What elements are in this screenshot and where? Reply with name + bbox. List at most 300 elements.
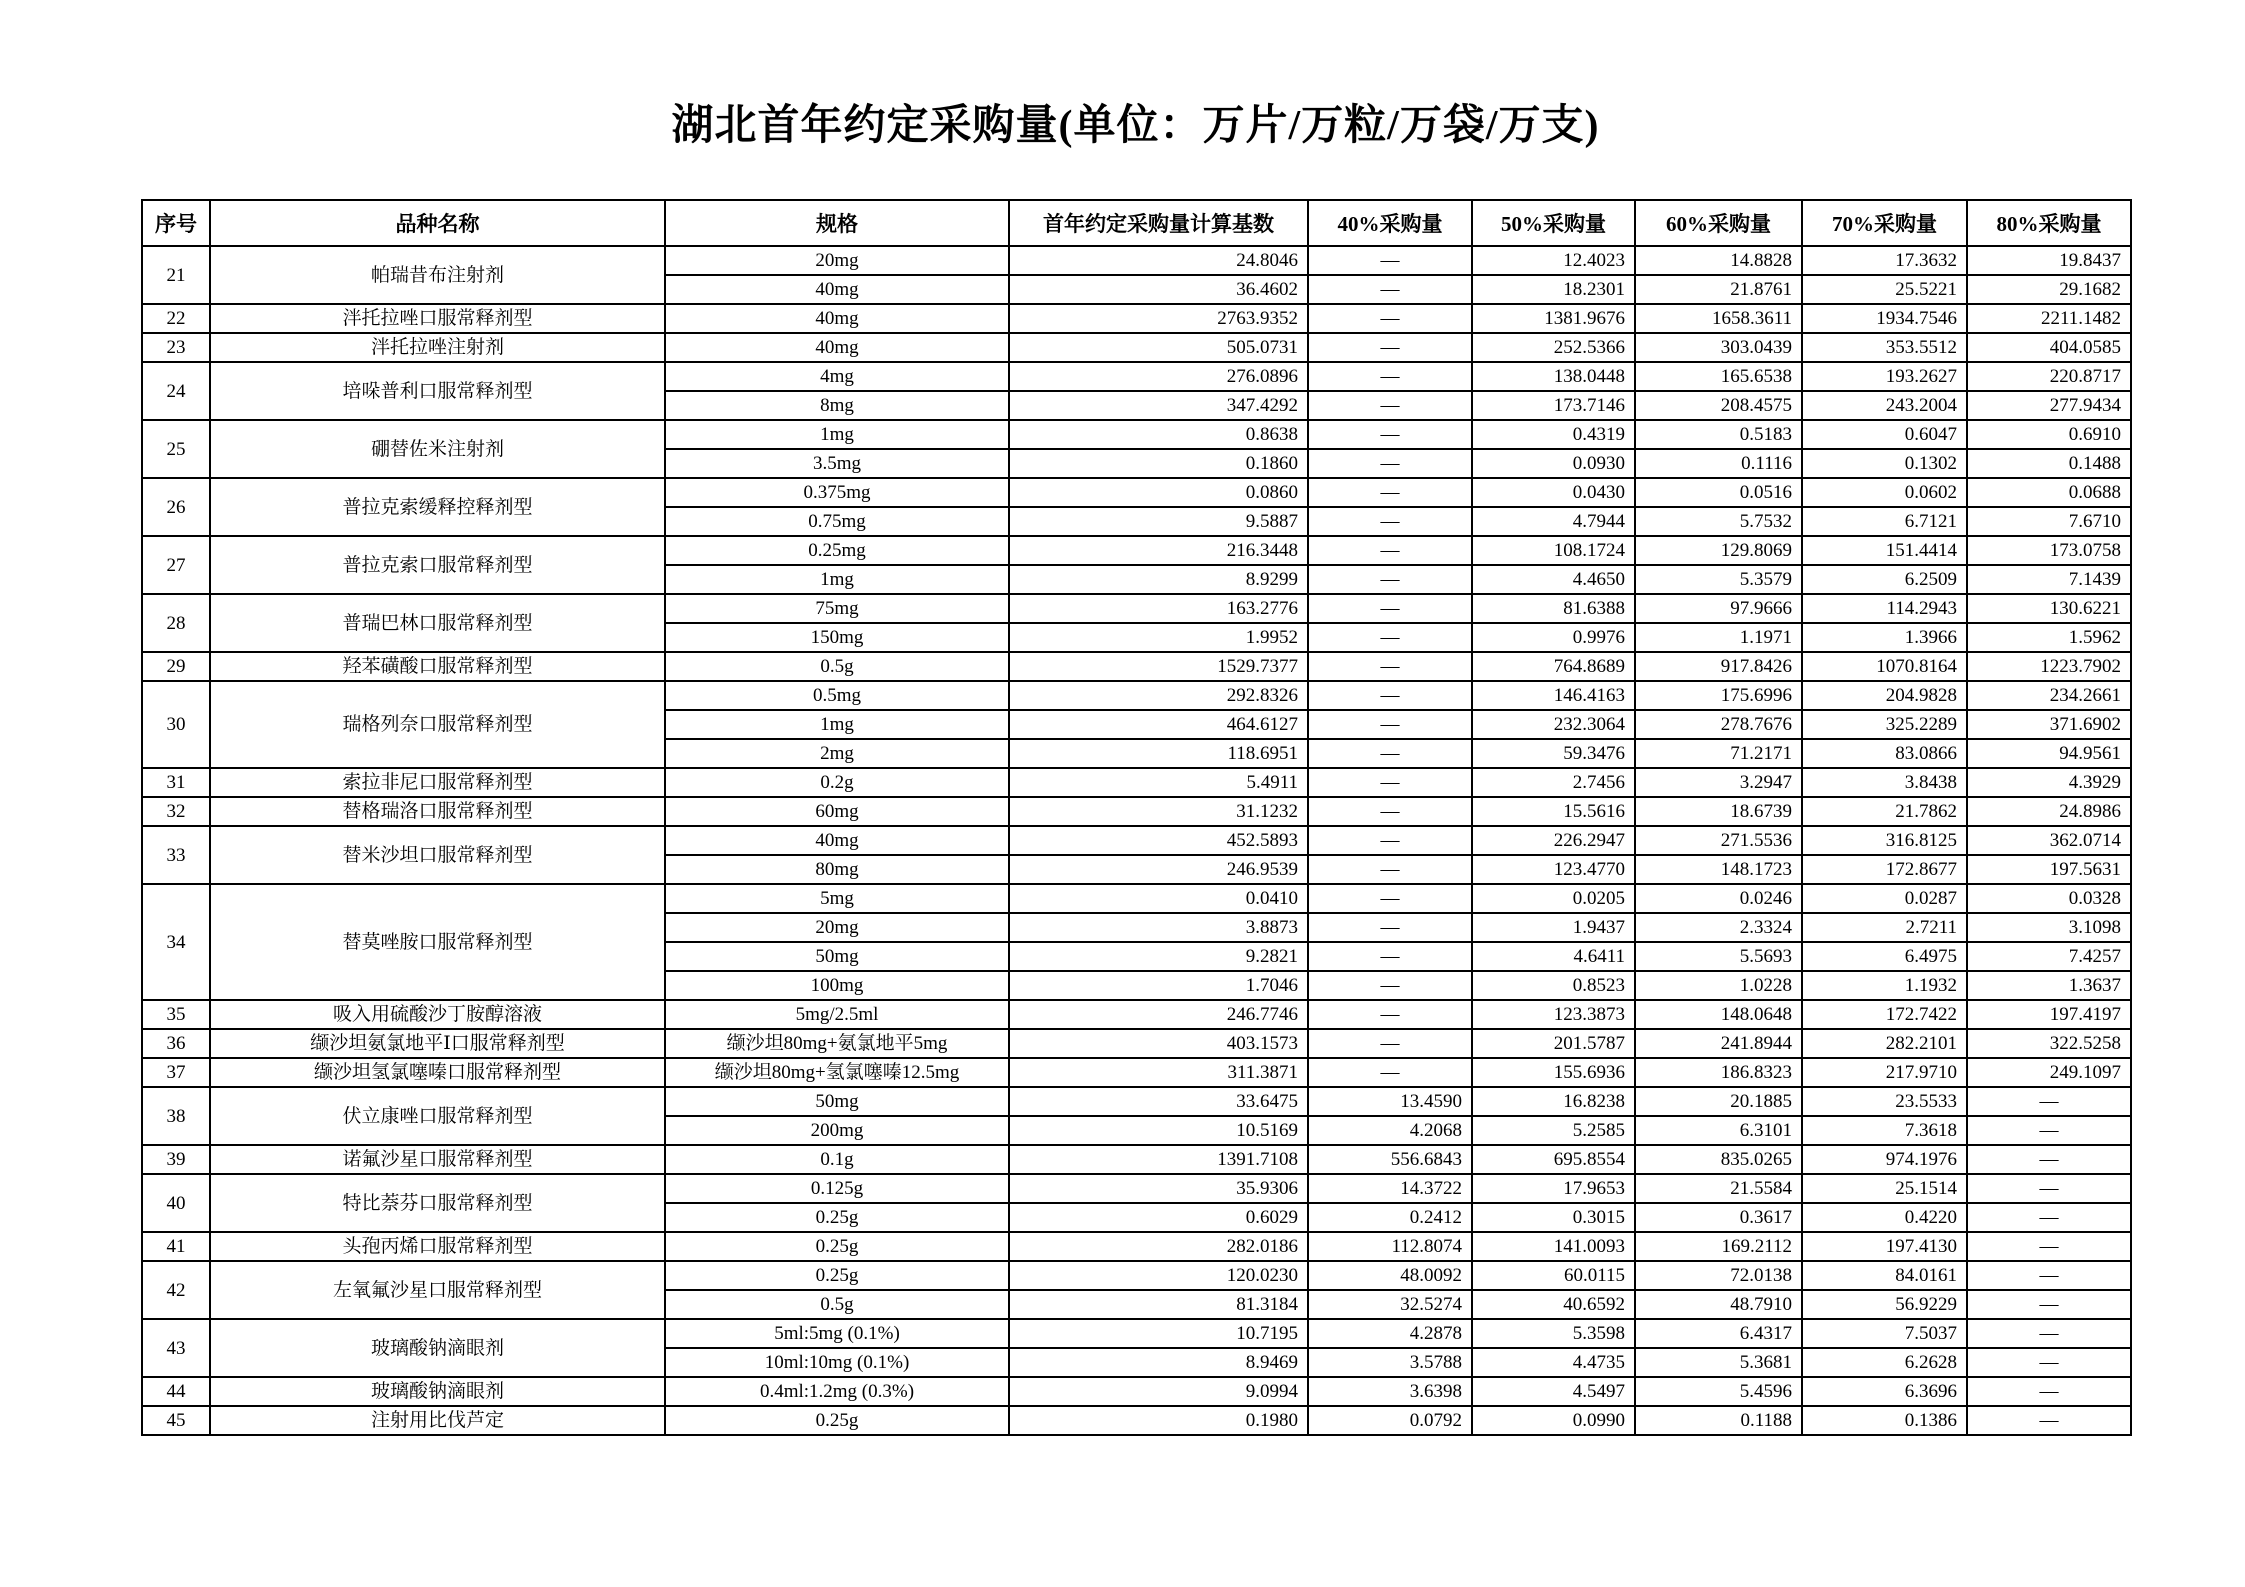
product-name-cell: 替格瑞洛口服常释剂型 [210,797,665,826]
pct50-cell: 16.8238 [1472,1087,1635,1116]
pct60-cell: 48.7910 [1635,1290,1802,1319]
pct70-cell: 6.3696 [1802,1377,1967,1406]
pct60-cell: 5.3681 [1635,1348,1802,1377]
pct80-cell: 19.8437 [1967,246,2131,275]
serial-number-cell: 37 [142,1058,210,1087]
serial-number-cell: 22 [142,304,210,333]
spec-cell: 0.25g [665,1406,1009,1435]
pct60-cell: 0.0246 [1635,884,1802,913]
pct70-cell: 1.3966 [1802,623,1967,652]
base-value-cell: 118.6951 [1009,739,1308,768]
pct70-cell: 0.1386 [1802,1406,1967,1435]
serial-number-cell: 23 [142,333,210,362]
pct80-cell: 1223.7902 [1967,652,2131,681]
pct40-cell: — [1308,275,1472,304]
spec-cell: 5ml:5mg (0.1%) [665,1319,1009,1348]
pct40-cell: — [1308,1058,1472,1087]
column-header-6: 60%采购量 [1635,200,1802,246]
pct60-cell: 148.1723 [1635,855,1802,884]
column-header-2: 规格 [665,200,1009,246]
spec-cell: 缬沙坦80mg+氨氯地平5mg [665,1029,1009,1058]
pct70-cell: 0.6047 [1802,420,1967,449]
table-row [142,1232,2131,1261]
pct40-cell: — [1308,391,1472,420]
spec-cell: 0.25g [665,1261,1009,1290]
pct50-cell: 4.6411 [1472,942,1635,971]
pct40-cell: 112.8074 [1308,1232,1472,1261]
serial-number-cell: 36 [142,1029,210,1058]
table-row [142,478,2131,507]
pct80-cell: 173.0758 [1967,536,2131,565]
serial-number-cell: 30 [142,681,210,768]
pct50-cell: 81.6388 [1472,594,1635,623]
pct60-cell: 271.5536 [1635,826,1802,855]
base-value-cell: 282.0186 [1009,1232,1308,1261]
serial-number-cell: 25 [142,420,210,478]
pct80-cell: 1.5962 [1967,623,2131,652]
pct60-cell: 72.0138 [1635,1261,1802,1290]
serial-number-cell: 39 [142,1145,210,1174]
pct60-cell: 71.2171 [1635,739,1802,768]
pct70-cell: 25.5221 [1802,275,1967,304]
pct60-cell: 0.5183 [1635,420,1802,449]
spec-cell: 60mg [665,797,1009,826]
spec-cell: 1mg [665,420,1009,449]
pct60-cell: 175.6996 [1635,681,1802,710]
base-value-cell: 1391.7108 [1009,1145,1308,1174]
spec-cell: 0.375mg [665,478,1009,507]
pct60-cell: 6.4317 [1635,1319,1802,1348]
serial-number-cell: 28 [142,594,210,652]
pct60-cell: 129.8069 [1635,536,1802,565]
spec-cell: 0.25mg [665,536,1009,565]
pct70-cell: 151.4414 [1802,536,1967,565]
pct50-cell: 141.0093 [1472,1232,1635,1261]
spec-cell: 0.25g [665,1203,1009,1232]
base-value-cell: 3.8873 [1009,913,1308,942]
pct70-cell: 353.5512 [1802,333,1967,362]
pct50-cell: 764.8689 [1472,652,1635,681]
serial-number-cell: 40 [142,1174,210,1232]
pct40-cell: — [1308,449,1472,478]
pct60-cell: 303.0439 [1635,333,1802,362]
product-name-cell: 泮托拉唑注射剂 [210,333,665,362]
pct70-cell: 204.9828 [1802,681,1967,710]
pct40-cell: — [1308,826,1472,855]
product-name-cell: 缬沙坦氨氯地平Ⅰ口服常释剂型 [210,1029,665,1058]
spec-cell: 40mg [665,304,1009,333]
spec-cell: 5mg/2.5ml [665,1000,1009,1029]
product-name-cell: 替莫唑胺口服常释剂型 [210,884,665,1000]
pct60-cell: 835.0265 [1635,1145,1802,1174]
pct70-cell: 2.7211 [1802,913,1967,942]
table-row [142,652,2131,681]
pct40-cell: 0.0792 [1308,1406,1472,1435]
base-value-cell: 9.0994 [1009,1377,1308,1406]
product-name-cell: 泮托拉唑口服常释剂型 [210,304,665,333]
pct60-cell: 278.7676 [1635,710,1802,739]
product-name-cell: 瑞格列奈口服常释剂型 [210,681,665,768]
pct40-cell: 4.2068 [1308,1116,1472,1145]
product-name-cell: 注射用比伐芦定 [210,1406,665,1435]
product-name-cell: 吸入用硫酸沙丁胺醇溶液 [210,1000,665,1029]
page-title: 湖北首年约定采购量(单位：万片/万粒/万袋/万支) [671,103,1600,149]
spec-cell: 75mg [665,594,1009,623]
table-body [142,246,2131,1435]
base-value-cell: 216.3448 [1009,536,1308,565]
spec-cell: 40mg [665,275,1009,304]
pct80-cell: 249.1097 [1967,1058,2131,1087]
pct60-cell: 2.3324 [1635,913,1802,942]
pct50-cell: 226.2947 [1472,826,1635,855]
pct80-cell: — [1967,1348,2131,1377]
pct40-cell: — [1308,1000,1472,1029]
serial-number-cell: 35 [142,1000,210,1029]
pct60-cell: 0.1188 [1635,1406,1802,1435]
pct70-cell: 1934.7546 [1802,304,1967,333]
pct50-cell: 0.0930 [1472,449,1635,478]
pct80-cell: 322.5258 [1967,1029,2131,1058]
pct70-cell: 172.8677 [1802,855,1967,884]
spec-cell: 0.5g [665,652,1009,681]
pct50-cell: 201.5787 [1472,1029,1635,1058]
pct70-cell: 83.0866 [1802,739,1967,768]
serial-number-cell: 27 [142,536,210,594]
spec-cell: 0.5mg [665,681,1009,710]
pct50-cell: 60.0115 [1472,1261,1635,1290]
pct50-cell: 4.5497 [1472,1377,1635,1406]
pct50-cell: 59.3476 [1472,739,1635,768]
product-name-cell: 特比萘芬口服常释剂型 [210,1174,665,1232]
pct80-cell: — [1967,1116,2131,1145]
spec-cell: 0.125g [665,1174,1009,1203]
pct50-cell: 15.5616 [1472,797,1635,826]
base-value-cell: 2763.9352 [1009,304,1308,333]
base-value-cell: 0.1860 [1009,449,1308,478]
base-value-cell: 464.6127 [1009,710,1308,739]
pct60-cell: 1.0228 [1635,971,1802,1000]
pct40-cell: 14.3722 [1308,1174,1472,1203]
pct60-cell: 0.1116 [1635,449,1802,478]
pct50-cell: 695.8554 [1472,1145,1635,1174]
pct60-cell: 165.6538 [1635,362,1802,391]
pct60-cell: 5.7532 [1635,507,1802,536]
spec-cell: 0.25g [665,1232,1009,1261]
pct80-cell: 7.1439 [1967,565,2131,594]
pct50-cell: 2.7456 [1472,768,1635,797]
spec-cell: 1mg [665,565,1009,594]
pct40-cell: — [1308,739,1472,768]
base-value-cell: 9.2821 [1009,942,1308,971]
pct40-cell: — [1308,565,1472,594]
table-row [142,246,2131,275]
base-value-cell: 120.0230 [1009,1261,1308,1290]
spec-cell: 80mg [665,855,1009,884]
pct80-cell: — [1967,1087,2131,1116]
table-row [142,884,2131,913]
spec-cell: 缬沙坦80mg+氢氯噻嗪12.5mg [665,1058,1009,1087]
table-row [142,1406,2131,1435]
pct50-cell: 0.4319 [1472,420,1635,449]
pct40-cell: — [1308,681,1472,710]
product-name-cell: 培哚普利口服常释剂型 [210,362,665,420]
pct50-cell: 0.9976 [1472,623,1635,652]
product-name-cell: 玻璃酸钠滴眼剂 [210,1319,665,1377]
pct80-cell: 94.9561 [1967,739,2131,768]
pct70-cell: 6.7121 [1802,507,1967,536]
spec-cell: 1mg [665,710,1009,739]
pct40-cell: — [1308,884,1472,913]
pct70-cell: 217.9710 [1802,1058,1967,1087]
serial-number-cell: 42 [142,1261,210,1319]
table-row [142,333,2131,362]
base-value-cell: 403.1573 [1009,1029,1308,1058]
pct50-cell: 5.2585 [1472,1116,1635,1145]
header-row [142,200,2131,246]
table-row [142,768,2131,797]
pct70-cell: 325.2289 [1802,710,1967,739]
pct50-cell: 232.3064 [1472,710,1635,739]
pct40-cell: — [1308,971,1472,1000]
pct50-cell: 123.3873 [1472,1000,1635,1029]
product-name-cell: 帕瑞昔布注射剂 [210,246,665,304]
product-name-cell: 普瑞巴林口服常释剂型 [210,594,665,652]
pct80-cell: 1.3637 [1967,971,2131,1000]
spec-cell: 40mg [665,826,1009,855]
pct40-cell: — [1308,594,1472,623]
pct40-cell: — [1308,913,1472,942]
pct80-cell: 7.4257 [1967,942,2131,971]
pct70-cell: 17.3632 [1802,246,1967,275]
base-value-cell: 163.2776 [1009,594,1308,623]
pct80-cell: 362.0714 [1967,826,2131,855]
serial-number-cell: 38 [142,1087,210,1145]
spec-cell: 3.5mg [665,449,1009,478]
table-row [142,1145,2131,1174]
base-value-cell: 0.0860 [1009,478,1308,507]
pct70-cell: 193.2627 [1802,362,1967,391]
pct70-cell: 1.1932 [1802,971,1967,1000]
spec-cell: 8mg [665,391,1009,420]
spec-cell: 2mg [665,739,1009,768]
pct80-cell: 197.5631 [1967,855,2131,884]
product-name-cell: 头孢丙烯口服常释剂型 [210,1232,665,1261]
pct40-cell: — [1308,246,1472,275]
pct40-cell: 4.2878 [1308,1319,1472,1348]
pct80-cell: 4.3929 [1967,768,2131,797]
column-header-5: 50%采购量 [1472,200,1635,246]
pct70-cell: 197.4130 [1802,1232,1967,1261]
spec-cell: 50mg [665,1087,1009,1116]
serial-number-cell: 43 [142,1319,210,1377]
serial-number-cell: 44 [142,1377,210,1406]
pct40-cell: — [1308,420,1472,449]
pct40-cell: — [1308,855,1472,884]
pct70-cell: 172.7422 [1802,1000,1967,1029]
pct50-cell: 5.3598 [1472,1319,1635,1348]
column-header-1: 品种名称 [210,200,665,246]
pct70-cell: 114.2943 [1802,594,1967,623]
pct60-cell: 208.4575 [1635,391,1802,420]
pct80-cell: 371.6902 [1967,710,2131,739]
pct60-cell: 6.3101 [1635,1116,1802,1145]
pct70-cell: 6.2628 [1802,1348,1967,1377]
table-row [142,1000,2131,1029]
table-row [142,362,2131,391]
pct80-cell: — [1967,1203,2131,1232]
serial-number-cell: 29 [142,652,210,681]
product-name-cell: 羟苯磺酸口服常释剂型 [210,652,665,681]
base-value-cell: 36.4602 [1009,275,1308,304]
pct50-cell: 0.0205 [1472,884,1635,913]
product-name-cell: 替米沙坦口服常释剂型 [210,826,665,884]
pct60-cell: 169.2112 [1635,1232,1802,1261]
base-value-cell: 452.5893 [1009,826,1308,855]
pct80-cell: — [1967,1406,2131,1435]
procurement-table [141,199,2132,1436]
base-value-cell: 1.9952 [1009,623,1308,652]
spec-cell: 200mg [665,1116,1009,1145]
pct40-cell: 3.5788 [1308,1348,1472,1377]
pct80-cell: — [1967,1261,2131,1290]
spec-cell: 40mg [665,333,1009,362]
product-name-cell: 普拉克索缓释控释剂型 [210,478,665,536]
spec-cell: 0.75mg [665,507,1009,536]
base-value-cell: 0.8638 [1009,420,1308,449]
product-name-cell: 索拉非尼口服常释剂型 [210,768,665,797]
pct40-cell: — [1308,362,1472,391]
pct40-cell: — [1308,1029,1472,1058]
base-value-cell: 246.9539 [1009,855,1308,884]
serial-number-cell: 41 [142,1232,210,1261]
table-row [142,1174,2131,1203]
pct50-cell: 4.4650 [1472,565,1635,594]
pct60-cell: 0.3617 [1635,1203,1802,1232]
pct70-cell: 6.4975 [1802,942,1967,971]
pct80-cell: 29.1682 [1967,275,2131,304]
base-value-cell: 0.6029 [1009,1203,1308,1232]
pct60-cell: 5.5693 [1635,942,1802,971]
pct70-cell: 7.3618 [1802,1116,1967,1145]
base-value-cell: 9.5887 [1009,507,1308,536]
pct60-cell: 5.4596 [1635,1377,1802,1406]
pct80-cell: 0.0328 [1967,884,2131,913]
table-row [142,1087,2131,1116]
pct60-cell: 20.1885 [1635,1087,1802,1116]
table-row [142,797,2131,826]
base-value-cell: 10.7195 [1009,1319,1308,1348]
table-row [142,1377,2131,1406]
base-value-cell: 8.9469 [1009,1348,1308,1377]
table-row [142,420,2131,449]
product-name-cell: 玻璃酸钠滴眼剂 [210,1377,665,1406]
table-row [142,1029,2131,1058]
pct70-cell: 0.0602 [1802,478,1967,507]
pct80-cell: — [1967,1377,2131,1406]
pct40-cell: — [1308,710,1472,739]
serial-number-cell: 24 [142,362,210,420]
pct80-cell: — [1967,1174,2131,1203]
pct50-cell: 0.0990 [1472,1406,1635,1435]
column-header-3: 首年约定采购量计算基数 [1009,200,1308,246]
base-value-cell: 24.8046 [1009,246,1308,275]
base-value-cell: 347.4292 [1009,391,1308,420]
pct70-cell: 1070.8164 [1802,652,1967,681]
pct50-cell: 0.8523 [1472,971,1635,1000]
pct50-cell: 123.4770 [1472,855,1635,884]
pct70-cell: 0.1302 [1802,449,1967,478]
product-name-cell: 伏立康唑口服常释剂型 [210,1087,665,1145]
column-header-0: 序号 [142,200,210,246]
pct60-cell: 0.0516 [1635,478,1802,507]
serial-number-cell: 45 [142,1406,210,1435]
spec-cell: 100mg [665,971,1009,1000]
spec-cell: 150mg [665,623,1009,652]
pct50-cell: 146.4163 [1472,681,1635,710]
pct40-cell: — [1308,536,1472,565]
product-name-cell: 普拉克索口服常释剂型 [210,536,665,594]
pct70-cell: 243.2004 [1802,391,1967,420]
pct40-cell: — [1308,507,1472,536]
pct60-cell: 241.8944 [1635,1029,1802,1058]
pct70-cell: 316.8125 [1802,826,1967,855]
column-header-4: 40%采购量 [1308,200,1472,246]
base-value-cell: 81.3184 [1009,1290,1308,1319]
pct50-cell: 173.7146 [1472,391,1635,420]
pct80-cell: 0.0688 [1967,478,2131,507]
pct80-cell: — [1967,1290,2131,1319]
spec-cell: 20mg [665,246,1009,275]
spec-cell: 50mg [665,942,1009,971]
product-name-cell: 缬沙坦氢氯噻嗪口服常释剂型 [210,1058,665,1087]
table-row [142,826,2131,855]
table-row [142,304,2131,333]
pct40-cell: 32.5274 [1308,1290,1472,1319]
base-value-cell: 505.0731 [1009,333,1308,362]
pct40-cell: — [1308,797,1472,826]
pct70-cell: 3.8438 [1802,768,1967,797]
table-row [142,1058,2131,1087]
serial-number-cell: 32 [142,797,210,826]
spec-cell: 4mg [665,362,1009,391]
spec-cell: 5mg [665,884,1009,913]
pct40-cell: 0.2412 [1308,1203,1472,1232]
pct80-cell: — [1967,1232,2131,1261]
base-value-cell: 1.7046 [1009,971,1308,1000]
pct70-cell: 974.1976 [1802,1145,1967,1174]
pct40-cell: — [1308,623,1472,652]
pct40-cell: — [1308,478,1472,507]
product-name-cell: 左氧氟沙星口服常释剂型 [210,1261,665,1319]
base-value-cell: 292.8326 [1009,681,1308,710]
pct60-cell: 14.8828 [1635,246,1802,275]
pct80-cell: 0.6910 [1967,420,2131,449]
pct60-cell: 21.8761 [1635,275,1802,304]
pct60-cell: 3.2947 [1635,768,1802,797]
pct80-cell: 130.6221 [1967,594,2131,623]
base-value-cell: 35.9306 [1009,1174,1308,1203]
pct60-cell: 917.8426 [1635,652,1802,681]
pct80-cell: — [1967,1145,2131,1174]
product-name-cell: 诺氟沙星口服常释剂型 [210,1145,665,1174]
table-header-row [142,200,2131,246]
pct40-cell: — [1308,333,1472,362]
base-value-cell: 276.0896 [1009,362,1308,391]
base-value-cell: 5.4911 [1009,768,1308,797]
pct60-cell: 18.6739 [1635,797,1802,826]
base-value-cell: 8.9299 [1009,565,1308,594]
pct50-cell: 0.0430 [1472,478,1635,507]
